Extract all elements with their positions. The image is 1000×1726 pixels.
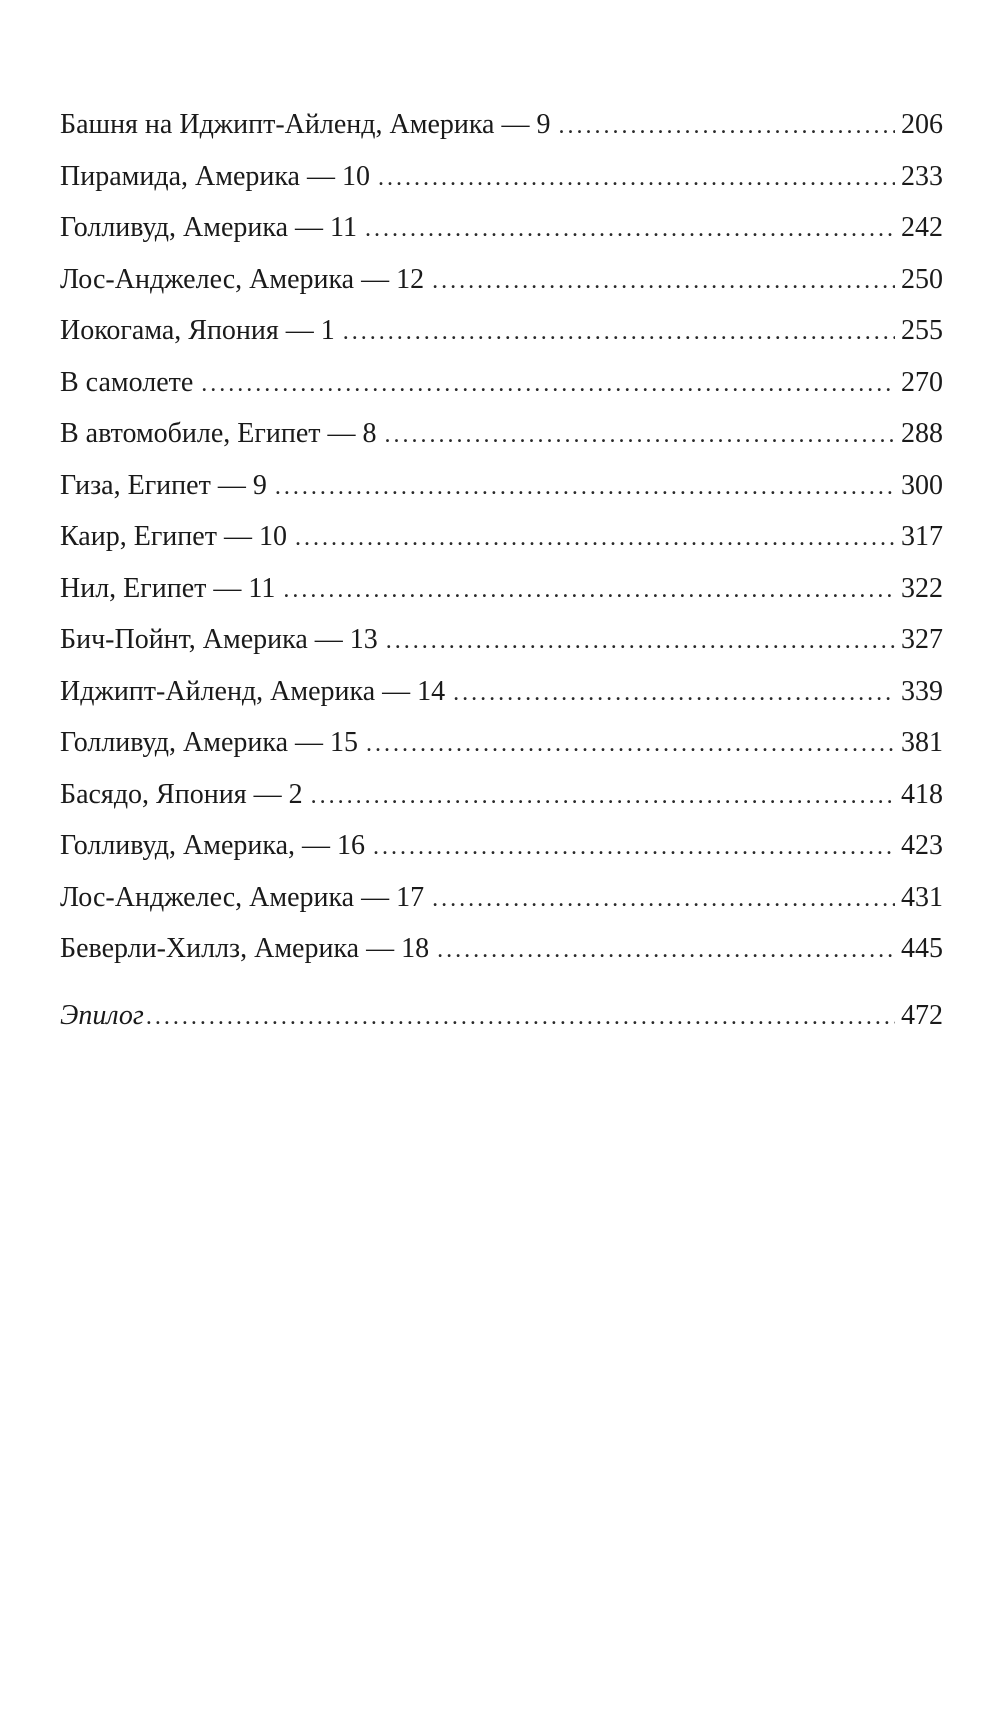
toc-entry-epilogue [60, 999, 943, 1054]
toc-entry [60, 214, 943, 266]
toc-entry-page: 300 [901, 469, 943, 501]
toc-entry-page: 423 [901, 830, 943, 861]
dot-leader [378, 166, 895, 190]
table-of-contents [60, 111, 943, 1053]
toc-entry-title: Басядо, Япония — 2 [60, 778, 303, 810]
toc-entry-page: 288 [901, 418, 943, 449]
dot-leader [365, 217, 895, 241]
toc-entry [60, 572, 943, 627]
dot-leader [432, 269, 895, 293]
toc-entry-page: 250 [901, 263, 943, 295]
toc-entry [60, 160, 943, 215]
toc-entry-page: 322 [901, 572, 943, 604]
toc-entry-title: Эпилог [60, 999, 144, 1031]
dot-leader [385, 423, 895, 447]
dot-leader [295, 526, 895, 550]
toc-entry-page: 472 [901, 999, 943, 1031]
toc-entry [60, 778, 943, 833]
toc-entry-title: Голливуд, Америка — 11 [60, 212, 357, 243]
toc-entry [60, 523, 943, 575]
toc-entry-page: 317 [901, 521, 943, 552]
toc-entry-page: 242 [901, 212, 943, 243]
toc-entry-page: 206 [901, 109, 943, 140]
dot-leader [558, 114, 895, 138]
dot-leader [146, 1005, 895, 1029]
dot-leader [453, 681, 895, 705]
toc-entry-page: 327 [901, 624, 943, 655]
toc-entry [60, 729, 943, 781]
toc-entry [60, 675, 943, 730]
toc-entry-title: Гиза, Египет — 9 [60, 469, 267, 501]
toc-entry-title: Голливуд, Америка, — 16 [60, 830, 365, 861]
toc-entry-title: Голливуд, Америка — 15 [60, 727, 358, 758]
toc-entry-title: Башня на Иджипт-Айленд, Америка — 9 [60, 109, 551, 140]
toc-entry-page: 418 [901, 778, 943, 810]
toc-entry-page: 255 [901, 315, 943, 346]
dot-leader [366, 732, 895, 756]
toc-entry-title: В самолете [60, 366, 194, 398]
toc-entry-page: 445 [901, 933, 943, 964]
toc-entry-page: 339 [901, 675, 943, 707]
dot-leader [311, 784, 895, 808]
toc-entry-title: Лос-Анджелес, Америка — 17 [60, 881, 425, 913]
toc-entry [60, 832, 943, 884]
dot-leader [275, 475, 895, 499]
dot-leader [386, 629, 895, 653]
toc-entry [60, 881, 943, 936]
toc-entry-title: Пирамида, Америка — 10 [60, 160, 370, 192]
toc-entry-title: Бич-Пойнт, Америка — 13 [60, 624, 378, 655]
toc-entry-page: 381 [901, 727, 943, 758]
toc-entry-title: Каир, Египет — 10 [60, 521, 287, 552]
toc-entry-page: 233 [901, 160, 943, 192]
toc-entry-title: В автомобиле, Египет — 8 [60, 418, 377, 449]
toc-entry [60, 317, 943, 369]
toc-entry-title: Лос-Анджелес, Америка — 12 [60, 263, 425, 295]
dot-leader [373, 835, 895, 859]
toc-entry [60, 935, 943, 987]
toc-entry [60, 111, 943, 163]
toc-entry [60, 420, 943, 472]
toc-entry [60, 366, 943, 421]
toc-entry-title: Иокогама, Япония — 1 [60, 315, 335, 346]
dot-leader [432, 887, 895, 911]
toc-entry [60, 263, 943, 318]
dot-leader [283, 578, 895, 602]
toc-entry-page: 431 [901, 881, 943, 913]
toc-entry [60, 626, 943, 678]
toc-entry-title: Иджипт-Айленд, Америка — 14 [60, 675, 446, 707]
toc-entry-page: 270 [901, 366, 943, 398]
toc-entry [60, 469, 943, 524]
dot-leader [343, 320, 895, 344]
dot-leader [437, 938, 895, 962]
toc-entry-title: Нил, Египет — 11 [60, 572, 276, 604]
toc-entry-title: Беверли-Хиллз, Америка — 18 [60, 933, 430, 964]
dot-leader [201, 372, 895, 396]
